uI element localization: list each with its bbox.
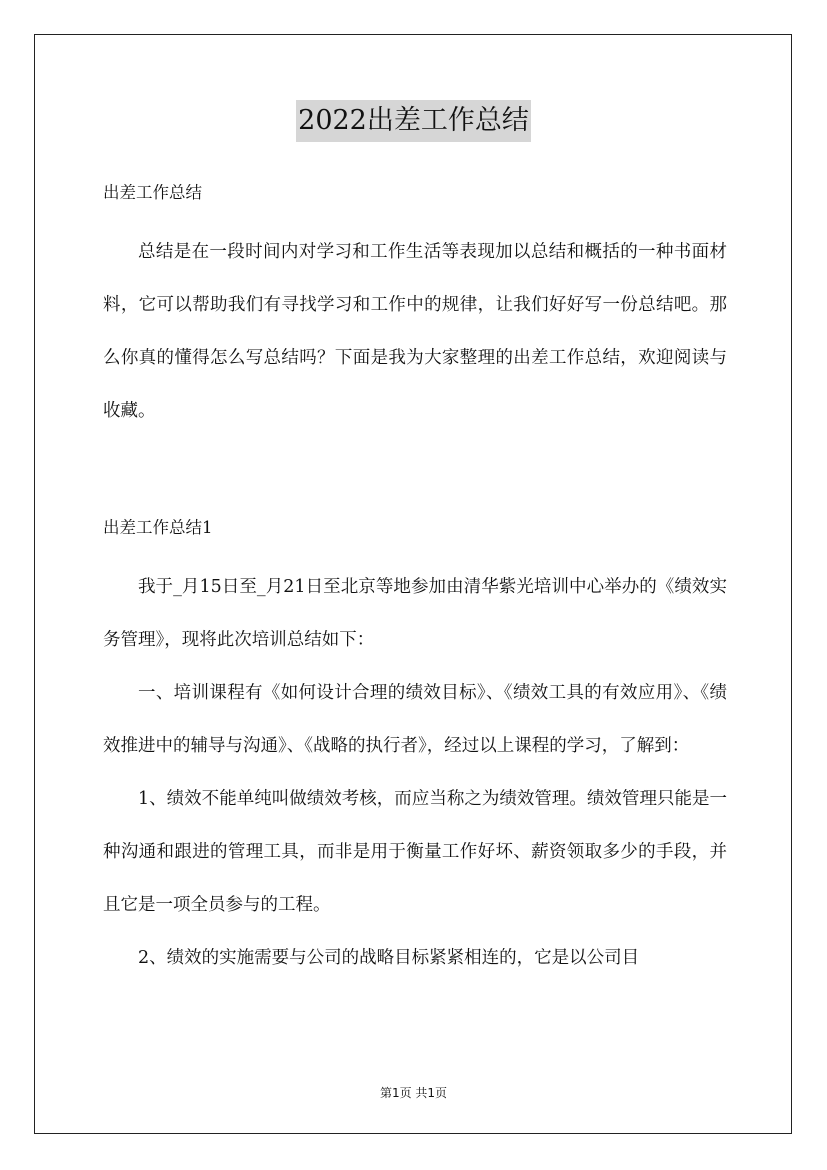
document-body [103, 176, 727, 985]
page-number-label: 第1页 共1页 [379, 1086, 448, 1100]
spacer [103, 438, 727, 511]
document-title: 2022出差工作总结 [296, 100, 531, 142]
spacer [103, 545, 727, 561]
spacer [103, 210, 727, 226]
body-paragraph: 2、绩效的实施需要与公司的战略目标紧紧相连的，它是以公司目 [138, 948, 640, 968]
title-container [0, 100, 827, 142]
body-paragraph: 我于_月15日至_月21日至北京等地参加由清华紫光培训中心举办的《绩效实务管理》，现将此次培训总结如下： [103, 577, 727, 650]
body-paragraph: 1、绩效不能单纯叫做绩效考核，而应当称之为绩效管理。绩效管理只能是一种沟通和跟进的管理工具，而非是用于衡量工作好坏、薪资领取多少的手段，并且它是一项全员参与的工程。 [103, 789, 727, 915]
page-footer [0, 1084, 827, 1101]
body-paragraph: 一、培训课程有《如何设计合理的绩效目标》、《绩效工具的有效应用》、《绩效推进中的辅导与沟通》、《战略的执行者》，经过以上课程的学习，了解到： [103, 683, 727, 756]
section-heading: 出差工作总结1 [103, 518, 213, 537]
intro-paragraph: 总结是在一段时间内对学习和工作生活等表现加以总结和概括的一种书面材料，它可以帮助我们有寻找学习和工作中的规律，让我们好好写一份总结吧。那么你真的懂得怎么写总结吗？下面是我为大家整理的出差工作总结，欢迎阅读与收藏。 [103, 242, 727, 421]
section-heading: 出差工作总结 [103, 183, 202, 202]
